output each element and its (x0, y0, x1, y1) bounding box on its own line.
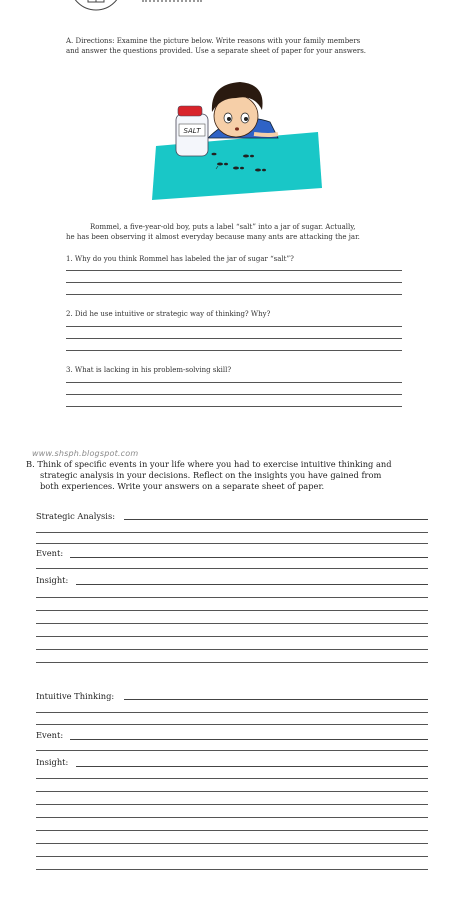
question-3: 3. What is lacking in his problem-solving skill? (66, 366, 232, 374)
intuitive-insight-line-6[interactable] (36, 843, 428, 844)
strategic-insight-line-4[interactable] (36, 636, 428, 637)
strategic-event-label: Event: (36, 548, 64, 558)
top-ornament-icon (70, 0, 122, 18)
part-b-instructions (26, 459, 436, 492)
question-1: 1. Why do you think Rommel has labeled the jar of sugar “salt”? (66, 255, 294, 263)
strategic-event-line[interactable] (36, 568, 428, 569)
intuitive-line-1[interactable] (36, 712, 428, 713)
strategic-insight-line-1[interactable] (36, 597, 428, 598)
answer-line-q2-2[interactable] (66, 338, 402, 339)
intuitive-insight-line-2[interactable] (36, 791, 428, 792)
answer-line-q3-3[interactable] (66, 406, 402, 407)
strategic-insight-line-6[interactable] (36, 662, 428, 663)
strategic-insight-label: Insight: (36, 575, 69, 585)
answer-line-q2-1[interactable] (66, 326, 402, 327)
story-line-2: he has been observing it almost everyday because many ants are attacking the jar. (66, 232, 360, 241)
intuitive-insight-line-7[interactable] (36, 856, 428, 857)
part-b-line-1: B. Think of specific events in your life where you had to exercise intuitive thinking and (26, 459, 392, 469)
strategic-line-2[interactable] (36, 543, 428, 544)
intuitive-insight-line-8[interactable] (36, 869, 428, 870)
header-dots (142, 0, 202, 5)
directions-line-2: and answer the questions provided. Use a separate sheet of paper for your answers. (66, 46, 367, 55)
intuitive-event-line[interactable] (36, 750, 428, 751)
intuitive-insight-line-3[interactable] (36, 804, 428, 805)
strategic-line-1[interactable] (36, 532, 428, 533)
story-paragraph (66, 223, 416, 242)
intuitive-thinking-label: Intuitive Thinking: (36, 691, 115, 701)
story-line-1: Rommel, a five-year-old boy, puts a label “salt” into a jar of sugar. Actually, (90, 223, 356, 231)
answer-line-q1-2[interactable] (66, 282, 402, 283)
part-b-line-2: strategic analysis in your decisions. Reflect on the insights you have gained from (40, 470, 382, 480)
strategic-insight-line-5[interactable] (36, 649, 428, 650)
intuitive-insight-field[interactable] (76, 757, 428, 767)
strategic-insight-field[interactable] (76, 575, 428, 585)
answer-line-q3-1[interactable] (66, 382, 402, 383)
intuitive-insight-line-5[interactable] (36, 830, 428, 831)
strategic-analysis-field[interactable] (124, 510, 428, 520)
intuitive-event-field[interactable] (70, 730, 428, 740)
answer-line-q2-3[interactable] (66, 350, 402, 351)
jar-label: SALT (183, 127, 201, 135)
salt-jar-icon (176, 106, 208, 156)
question-2: 2. Did he use intuitive or strategic way of thinking? Why? (66, 310, 271, 318)
strategic-event-field[interactable] (70, 548, 428, 558)
directions-line-1: A. Directions: Examine the picture below. Write reasons with your family members (66, 37, 361, 45)
intuitive-event-label: Event: (36, 730, 64, 740)
boy-with-salt-jar-illustration (150, 76, 328, 204)
intuitive-line-2[interactable] (36, 724, 428, 725)
intuitive-thinking-field[interactable] (124, 690, 428, 700)
answer-line-q1-1[interactable] (66, 270, 402, 271)
watermark: www.shsph.blogspot.com (32, 449, 139, 458)
strategic-analysis-label: Strategic Analysis: (36, 511, 116, 521)
intuitive-insight-line-4[interactable] (36, 817, 428, 818)
answer-line-q3-2[interactable] (66, 394, 402, 395)
directions (66, 37, 416, 56)
part-b-line-3: both experiences. Write your answers on a separate sheet of paper. (40, 481, 325, 491)
intuitive-insight-line-1[interactable] (36, 778, 428, 779)
strategic-insight-line-3[interactable] (36, 623, 428, 624)
answer-line-q1-3[interactable] (66, 294, 402, 295)
strategic-insight-line-2[interactable] (36, 610, 428, 611)
intuitive-insight-label: Insight: (36, 757, 69, 767)
